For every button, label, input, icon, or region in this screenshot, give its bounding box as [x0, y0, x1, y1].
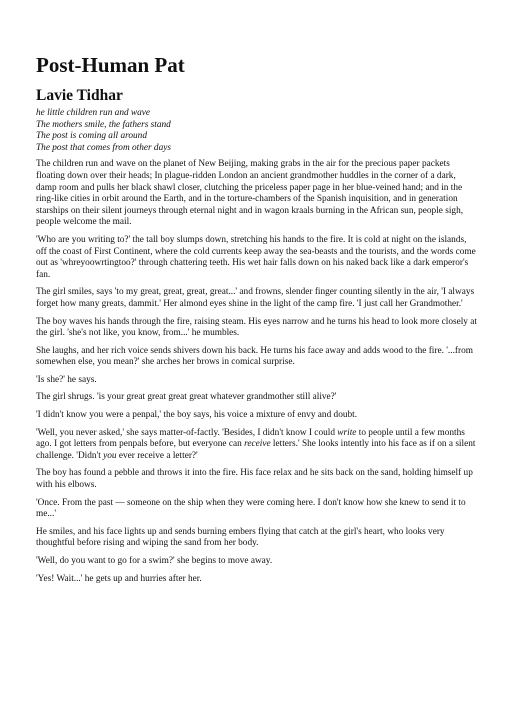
paragraph: The girl shrugs. 'is your great great great great whatever grandmother still alive?' — [36, 392, 337, 403]
story-title: Post-Human Pat — [36, 53, 185, 77]
paragraph: The boy has found a pebble and throws it into the fire. His face relax and he sits back on the sand, holding himself up with his elbows. — [36, 468, 473, 491]
epigraph-line: The post that comes from other days — [36, 142, 171, 153]
paragraph: The boy waves his hands through the fire, raising steam. His eyes narrow and he turns his head to look more closely at the girl. 'she's not like, you know, from...' he mumbles. — [36, 316, 477, 339]
paragraph — [36, 428, 478, 463]
text-run: letters.' She looks intently into his face as if on a silent challenge. 'Didn't — [36, 439, 476, 461]
epigraph — [36, 108, 478, 154]
paragraph: The children run and wave on the planet of New Beijing, making grabs in the air for the precious paper packets floating down over their heads; In plague-ridden London an ancient grandmother huddles in the corner of a dark, damp room and pulls her black shawl closer, clutching the priceless paper page in her blue-veined hand; and in the ring-like cities in orbit around the Earth, and in the torture-chambers of the Spanish inquisition, and in generation starships on their silent journeys through eternal night and in wagon kraals burning in the African sun, people sigh, people welcome the mail. — [36, 159, 464, 228]
emphasis-you: you — [103, 450, 117, 461]
text-run: ever receive a letter?' — [116, 450, 198, 461]
paragraph: 'I didn't know you were a penpal,' the boy says, his voice a mixture of envy and doubt. — [36, 410, 358, 421]
paragraph: The girl smiles, says 'to my great, great, great, great...' and frowns, slender finger counting silently in the air, 'I always forget how many greats, dammit.' Her almond eyes shine in the light of the camp fire. 'I just call her Grandmother.' — [36, 287, 475, 309]
paragraph: She laughs, and her rich voice sends shivers down his back. He turns his face away and adds wood to the fire. '...from somewhen else, you mean?' she arches her brows in comical surprise. — [36, 345, 473, 368]
paragraph: 'Yes! Wait...' he gets up and hurries after her. — [36, 573, 202, 584]
paragraph: 'Well, do you want to go for a swim?' she begins to move away. — [36, 556, 273, 566]
paragraph: 'Once. From the past — someone on the ship when they were coming here. I don't know how she knew to send it to me...' — [36, 497, 466, 520]
epigraph-line: he little children run and wave — [36, 108, 151, 118]
text-run: to people until a few months ago. I got letters from penpals before, but everyone can — [36, 427, 465, 450]
emphasis-receive: receive — [244, 439, 271, 450]
emphasis-write: write — [337, 427, 357, 438]
paragraph: 'Who are you writing to?' the tall boy slumps down, stretching his hands to the fire. It is cold at night on the islands, off the coast of First Continent, where the cold currents keep away the sea-beasts and the tourists, and the words come out as 'whreyoowrtingtoo?' through chattering teeth. His wet hair falls down on his naked back like a dark emperor's fan. — [36, 234, 476, 280]
epigraph-line: The mothers smile, the fathers stand — [36, 119, 171, 130]
paragraph: He smiles, and his face lights up and sends burning embers flying that catch at the girl's heart, who looks very thoughtful before rising and wiping the sand from her body. — [36, 526, 445, 549]
story-author: Lavie Tidhar — [36, 87, 123, 104]
paragraph: 'Is she?' he says. — [36, 374, 97, 385]
epigraph-line: The post is coming all around — [36, 131, 147, 142]
text-run: 'Well, you never asked,' she says matter-of-factly. 'Besides, I didn't know I could — [36, 427, 338, 438]
